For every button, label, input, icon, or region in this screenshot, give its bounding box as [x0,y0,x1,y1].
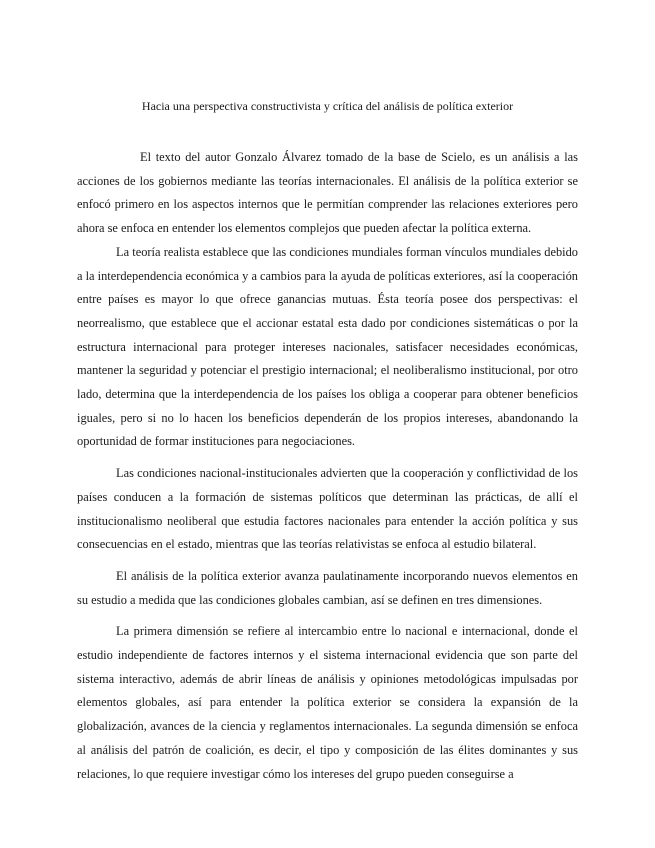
paragraph-3: Las condiciones nacional-institucionales advierten que la cooperación y conflictividad de los países conducen a la formación de sistemas políticos que determinan las prácticas, de allí el institucionalismo neoliberal que estudia factores nacionales para entender la acción política y sus consecuencias en el estado, mientras que las teorías relativistas se enfoca al estudio bilateral. [77,466,578,552]
document-title: Hacia una perspectiva constructivista y crítica del análisis de política exterior [141,99,514,113]
paragraph-5: La primera dimensión se refiere al intercambio entre lo nacional e internacional, donde el estudio independiente de factores internos y el sistema internacional evidencia que son parte del sistema interactivo, además de abrir líneas de análisis y opiniones metodológicas impulsadas por elementos globales, así para entender la política exterior se considera la expansión de la globalización, avances de la ciencia y reglamentos internacionales. La segunda dimensión se enfoca al análisis del patrón de coalición, es decir, el tipo y composición de las élites dominantes y sus relaciones, lo que requiere investigar cómo los intereses del grupo pueden conseguirse a [77,624,578,781]
paragraph-1: El texto del autor Gonzalo Álvarez tomado de la base de Scielo, es un análisis a las acciones de los gobiernos mediante las teorías internacionales. El análisis de la política exterior se enfocó primero en los aspectos internos que le permitían comprender las relaciones exteriores pero ahora se enfoca en entender los elementos complejos que pueden afectar la política externa. [77,150,578,236]
document-body [77,146,578,786]
paragraph-4: El análisis de la política exterior avanza paulatinamente incorporando nuevos elementos en su estudio a medida que las condiciones globales cambian, así se definen en tres dimensiones. [77,568,578,607]
paragraph-2: La teoría realista establece que las condiciones mundiales forman vínculos mundiales debido a la interdependencia económica y a cambios para la ayuda de políticas exteriores, así la cooperación entre países es mayor lo que ofrece ganancias mutuas. Ésta teoría posee dos perspectivas: el neorrealismo, que establece que el accionar estatal esta dado por condiciones sistemáticas o por la estructura internacional para proteger intereses nacionales, satisfacer necesidades económicas, mantener la seguridad y potenciar el prestigio internacional; el neoliberalismo institucional, por otro lado, determina que la interdependencia de los países los obliga a cooperar para obtener beneficios iguales, pero si no lo hacen los beneficios dependerán de los propios intereses, abandonando la oportunidad de formar instituciones para negociaciones. [77,244,578,449]
